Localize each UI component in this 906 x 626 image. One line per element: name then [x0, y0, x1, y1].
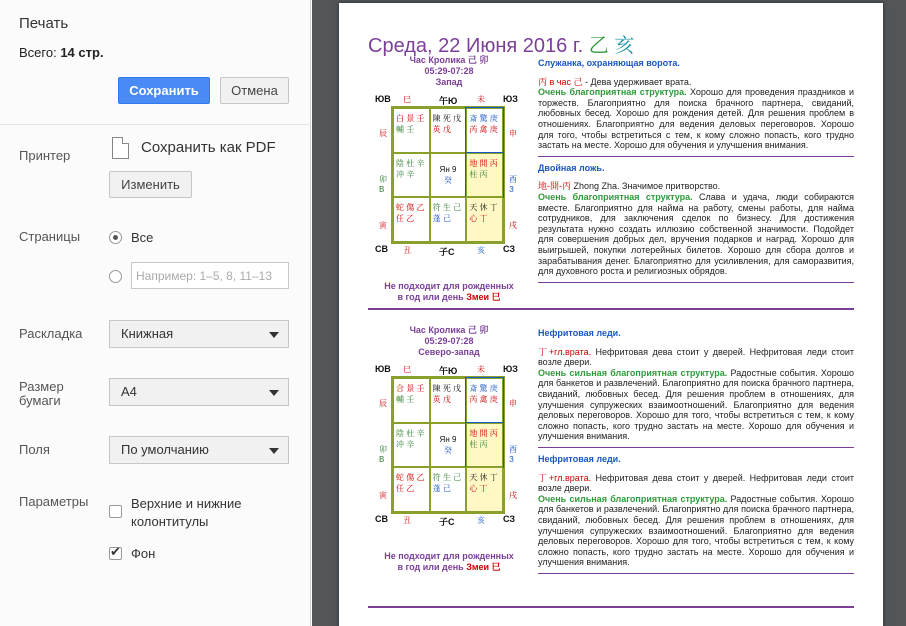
compass-corner: СВ [375, 514, 388, 524]
structure-title: Двойная ложь. [538, 162, 605, 173]
palace-line: 輔 壬 [396, 125, 415, 134]
layout-label: Раскладка [19, 326, 83, 341]
pages-label: Страницы [19, 229, 81, 244]
palace-line: 冲 辛 [396, 439, 415, 449]
warning-sign: Змеи 巳 [466, 562, 501, 572]
chevron-down-icon [269, 448, 279, 454]
warning-line [375, 562, 523, 573]
headers-footers-checkbox[interactable] [109, 505, 122, 518]
palace-line: 斎 驚 庚 [469, 114, 498, 123]
palace-cell [466, 423, 503, 468]
compass-corner: ЮВ [375, 94, 391, 104]
warning-note [375, 551, 523, 573]
chevron-down-icon [269, 390, 279, 396]
section-divider [368, 308, 854, 310]
compass-corner: СЗ [503, 514, 516, 524]
palace-line: 天 休 丁 [469, 473, 498, 483]
palace-line: 芮 禽 庚 [469, 395, 498, 404]
description-column [538, 58, 854, 289]
paper-size-value: A4 [121, 384, 137, 399]
palace-cell [393, 378, 430, 423]
print-settings-panel [0, 0, 311, 626]
printer-label: Принтер [19, 148, 71, 163]
warning-note [375, 281, 523, 303]
structure-body: Радостные события. Хорошо для банкетов и развлечений. Благоприятно для поиска брачного партнера, свиданий, любовных бесед. Для решения проблем в отношениях, для улучшения супружеских взаимоотношений. Благоприятно для ведения деловых переговоров. Хорошо для того, чтобы встретиться с тем, к кому сложно попасть, кого трудно застать на месте. Хорошо для обучения и улучшения внимания. [538, 493, 855, 568]
palace-cell [466, 153, 503, 198]
pages-custom-radio[interactable] [109, 270, 122, 283]
branch-bottom: 子С [439, 517, 455, 527]
margins-select[interactable] [109, 436, 289, 464]
palace-line: 蛇 傷 乙 [396, 203, 425, 213]
palace-line: 陰 杜 辛 [396, 428, 425, 438]
branch-left: 寅 [379, 221, 387, 230]
structure-body: Радостные события. Хорошо для банкетов и развлечений. Благоприятно для поиска брачного партнера, свиданий, любовных бесед. Для решения проблем в отношениях, для улучшения супружеских взаимоотношений. Благоприятно для ведения деловых переговоров. Хорошо для того, чтобы встретиться с тем, к кому сложно попасть, кого трудно застать на месте. Хорошо для обучения и улучшения внимания. [538, 367, 855, 442]
description-column [538, 328, 854, 580]
structure-body: Слава и удача, люди собираются вместе. Благоприятно для найма на работу, смены работы, для найма сотрудников, для заключения сделок по бизнесу. Для достижения результата нужно создать иллюзию собственной значимости. Подойдет для совершения добрых дел, вручения подарков и наград. Хорошо для выигрышей, покупки лотерейных билетов. Хорошо для сбора долгов и зарабатывания денег. Благоприятно для усиливления, для саморазвития, для духовного роста и религиозных обрядов. [538, 191, 855, 277]
structure-title: Служанка, охраняющая ворота. [538, 58, 680, 68]
palace-line: 輔 壬 [396, 395, 415, 404]
compass-corner: СВ [375, 244, 388, 254]
hour-line: Северо-запад [418, 347, 480, 357]
palace-line: 合 景 壬 [396, 384, 425, 393]
paper-size-select[interactable] [109, 378, 289, 406]
structure-text [538, 347, 854, 442]
palace-line: 蛇 傷 乙 [396, 473, 425, 483]
branch-bottom: 丑 [403, 246, 411, 255]
palace-cell [466, 197, 503, 242]
warning-line [375, 292, 523, 303]
warning-text: в год или день [397, 292, 467, 302]
palace-line: 白 景 壬 [396, 114, 425, 123]
branch-top: 午Ю [439, 366, 458, 376]
structure-rating: Очень благоприятная структура. [538, 87, 687, 98]
branch-left: 辰 [379, 129, 387, 138]
structure-text [538, 473, 854, 568]
headers-footers-label-line2: колонтитулы [131, 514, 209, 529]
warning-line: Не подходит для рожденных [384, 281, 514, 291]
structure-text [538, 77, 854, 151]
palace-line: 心 丁 [469, 214, 488, 224]
palace-cell [430, 423, 467, 468]
palace-line: 蓬 己 [432, 484, 451, 494]
change-destination-button[interactable]: Изменить [109, 171, 192, 198]
branch-top: 巳 [403, 95, 411, 104]
palace-line: 陳 死 戊 [432, 114, 462, 123]
warning-line: Не подходит для рожденных [384, 551, 514, 561]
palace-grid [391, 106, 505, 244]
pages-all-label: Все [131, 230, 154, 245]
background-checkbox[interactable] [109, 544, 122, 560]
qimen-chart [375, 362, 523, 528]
branch-bottom: 亥 [477, 516, 485, 525]
compass-corner: ЮЗ [503, 94, 518, 104]
palace-line: 冲 辛 [396, 169, 415, 179]
branch-top: 未 [477, 95, 485, 104]
section-divider [368, 606, 854, 608]
page-count-value: 14 стр. [60, 45, 104, 60]
palace-line: 陰 杜 辛 [396, 158, 425, 168]
date-text: Среда, 22 Июня 2016 г. [368, 35, 584, 57]
options-label: Параметры [19, 494, 89, 509]
structure-title: Нефритовая леди. [538, 328, 621, 338]
hour-line: Час Кролика 己 卯 [409, 55, 489, 65]
hour-line: 05:29-07:28 [424, 66, 474, 76]
document-icon [112, 137, 129, 159]
branch-right: 酉З [509, 175, 517, 194]
palace-line: Ян 9 [439, 164, 457, 174]
palace-line: 癸 [443, 175, 452, 185]
compass-corner: СЗ [503, 244, 516, 254]
structure-key: 地-開-丙 [538, 181, 571, 192]
palace-cell [466, 108, 503, 153]
palace-line: 地 開 丙 [469, 428, 498, 438]
print-title: Печать [19, 15, 69, 32]
branch-bottom: 子С [439, 247, 455, 257]
structure-entry [538, 163, 854, 283]
palace-cell [430, 378, 467, 423]
palace-line: 英 戊 [432, 125, 451, 134]
branch-bottom: 亥 [477, 246, 485, 255]
branch-left: 寅 [379, 491, 387, 500]
paper-size-label [19, 380, 64, 408]
entry-divider [538, 156, 854, 157]
qimen-chart [375, 92, 523, 258]
structure-body: Хорошо для проведения праздников и торжеств. Благоприятно для поиска брачного партнера, свиданий, любовных бесед. Хорошо для рождения детей. Для решения проблем в отношениях. Благоприятно для ведения деловых переговоров. Хорошо для того, чтобы встретиться с тем, к кому сложно попасть, кого трудно застать на месте. Хорошо для обучения и улучшения внимания. [538, 87, 854, 151]
branch-left: 卯В [379, 175, 387, 194]
palace-line: 陳 死 戊 [432, 384, 462, 393]
branch-bottom: 丑 [403, 516, 411, 525]
page-count [19, 45, 104, 60]
structure-lead: - Дева удерживает врата. [582, 76, 692, 87]
palace-cell [393, 197, 430, 242]
print-preview[interactable] [312, 0, 906, 626]
palace-line: 英 戊 [432, 395, 451, 404]
page-date-title [368, 29, 634, 58]
headers-footers-label-line1: Верхние и нижние [131, 496, 242, 511]
palace-cell [430, 197, 467, 242]
branch-top: 午Ю [439, 96, 458, 106]
structure-entry [538, 58, 854, 157]
structure-rating: Очень сильная благоприятная структура. [538, 493, 728, 504]
palace-line: 柱 丙 [469, 169, 488, 179]
palace-line: 符 生 己 [432, 473, 462, 483]
palace-cell [466, 467, 503, 512]
palace-cell [430, 153, 467, 198]
save-button[interactable]: Сохранить [118, 77, 210, 104]
hour-line: Запад [435, 77, 463, 87]
hour-header [375, 325, 523, 358]
palace-line: 天 休 丁 [469, 203, 498, 213]
palace-cell [430, 467, 467, 512]
structure-key: 丁+гл.врата. [538, 472, 592, 483]
entry-divider [538, 447, 854, 448]
branch-top: 未 [477, 365, 485, 374]
warning-text: в год или день [397, 562, 467, 572]
hour-line: Час Кролика 己 卯 [409, 325, 489, 335]
pages-range-input[interactable] [131, 262, 289, 289]
structure-entry [538, 454, 854, 574]
palace-line: 心 丁 [469, 484, 488, 494]
palace-cell [393, 423, 430, 468]
structure-key: 丁+гл.врата. [538, 346, 592, 357]
compass-corner: ЮЗ [503, 364, 518, 374]
branch-right: 申 [509, 129, 517, 138]
entry-divider [538, 282, 854, 283]
background-label: Фон [131, 546, 156, 561]
palace-line: 柱 丙 [469, 439, 488, 449]
headers-footers-label [131, 495, 241, 531]
divider [0, 124, 311, 125]
palace-line: 地 開 丙 [469, 158, 498, 168]
entry-divider [538, 573, 854, 574]
checkmark-icon: ✔ [110, 544, 121, 559]
structure-rating: Очень благоприятная структура. [538, 191, 693, 202]
paper-size-label-line2: бумаги [19, 393, 61, 408]
structure-key: 丙 в час 己 [538, 76, 583, 87]
structure-title: Нефритовая леди. [538, 453, 621, 464]
palace-line: 符 生 己 [432, 203, 462, 213]
hour-line: 05:29-07:28 [424, 336, 474, 346]
palace-line: Ян 9 [439, 434, 457, 444]
structure-entry [538, 328, 854, 448]
page-count-label: Всего: [19, 45, 57, 60]
paper-size-label-line1: Размер [19, 379, 64, 394]
branch-left: 辰 [379, 399, 387, 408]
palace-line: 任 乙 [396, 214, 415, 224]
structure-lead: Нефритовая дева стоит у дверей. Нефритовая леди стоит возле двери. [538, 346, 855, 368]
branch-right: 戌 [509, 491, 517, 500]
structure-lead: Zhong Zha. Значимое притворство. [571, 181, 721, 192]
palace-grid [391, 376, 505, 514]
branch-right: 申 [509, 399, 517, 408]
date-stem: 乙 [588, 35, 609, 57]
compass-corner: ЮВ [375, 364, 391, 374]
structure-lead: Нефритовая дева стоит у дверей. Нефритовая леди стоит возле двери. [538, 472, 855, 494]
branch-top: 巳 [403, 365, 411, 374]
margins-label: Поля [19, 442, 50, 457]
date-branch: 亥 [614, 35, 635, 57]
branch-left: 卯В [379, 445, 387, 464]
palace-cell [466, 378, 503, 423]
printer-destination: Сохранить как PDF [141, 139, 276, 156]
palace-line: 癸 [443, 445, 452, 455]
warning-sign: Змеи 巳 [466, 292, 501, 302]
cancel-button[interactable]: Отмена [220, 77, 289, 104]
pages-all-radio[interactable] [109, 231, 122, 244]
palace-line: 斎 驚 庚 [469, 384, 498, 393]
chevron-down-icon [269, 332, 279, 338]
layout-select[interactable] [109, 320, 289, 348]
hour-header [375, 55, 523, 88]
palace-cell [430, 108, 467, 153]
branch-right: 酉З [509, 445, 517, 464]
margins-value: По умолчанию [121, 442, 209, 457]
structure-rating: Очень сильная благоприятная структура. [538, 367, 728, 378]
layout-value: Книжная [121, 326, 174, 341]
preview-page [339, 3, 883, 626]
palace-line: 任 乙 [396, 484, 415, 494]
palace-line: 芮 禽 庚 [469, 125, 498, 134]
palace-line: 蓬 己 [432, 214, 451, 224]
palace-cell [393, 467, 430, 512]
palace-cell [393, 153, 430, 198]
branch-right: 戌 [509, 221, 517, 230]
palace-cell [393, 108, 430, 153]
structure-text [538, 181, 854, 276]
